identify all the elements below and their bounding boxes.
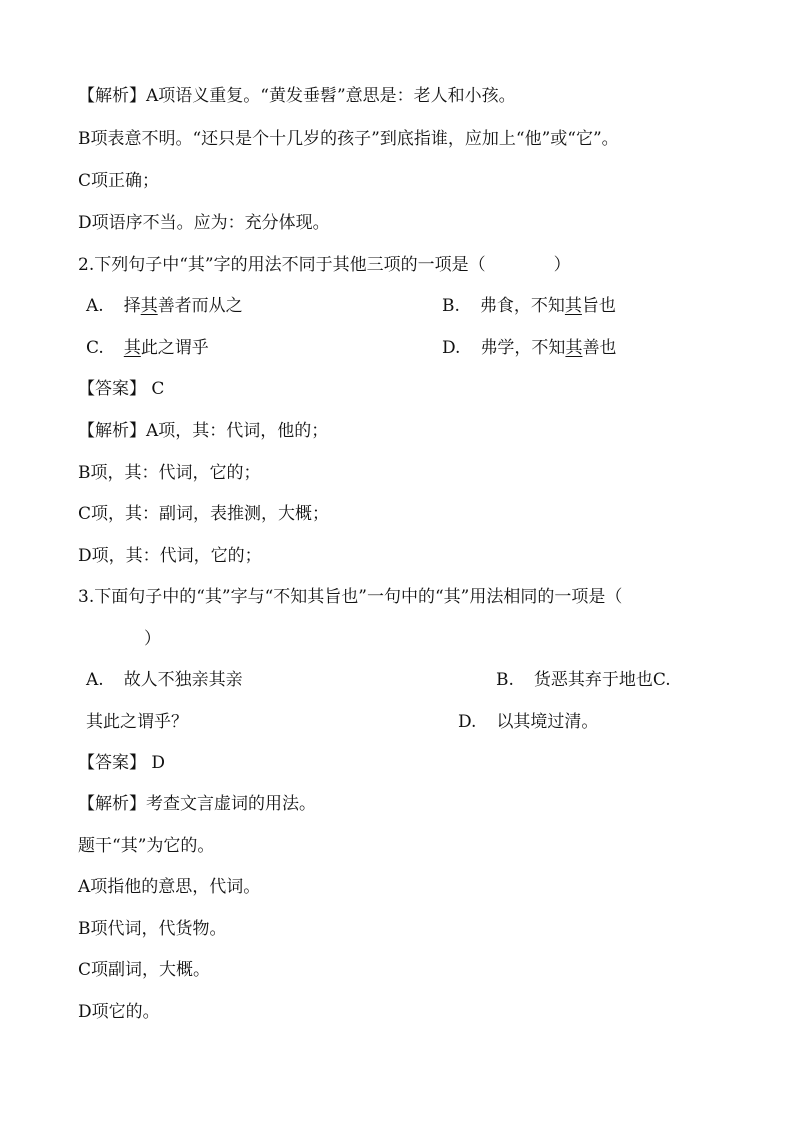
q3-option-b-text: 货恶其弃于地也C. [533, 670, 671, 690]
q3-option-a-letter: A. [86, 670, 104, 690]
q1-analysis-line-1: 【解析】A项语义重复。“黄发垂髫”意思是：老人和小孩。 [78, 86, 516, 106]
q2-option-b-post: 旨也 [581, 296, 616, 316]
q2-option-d [442, 336, 616, 360]
q2-option-a-letter: A. [86, 296, 104, 316]
q3-option-c-text: 其此之谓乎？ [86, 712, 188, 732]
q1-analysis-line-4: D项语序不当。应为：充分体现。 [78, 213, 330, 233]
q2-option-c-underlined: 其 [123, 338, 141, 358]
q3-analysis-line-6: D项它的。 [78, 1002, 160, 1022]
q2-option-d-post: 善也 [582, 338, 617, 358]
q3-answer: 【答案】 D [78, 753, 166, 773]
q2-analysis-line-2: B项，其：代词，它的； [78, 463, 261, 483]
q3-analysis-line-1: 【解析】考查文言虚词的用法。 [78, 794, 316, 814]
q2-option-a-underlined: 其 [140, 296, 158, 316]
q2-analysis-line-3: C项，其：副词，表推测，大概； [78, 504, 330, 524]
q2-option-b-underlined: 其 [564, 296, 582, 316]
q2-option-a [86, 294, 243, 318]
q2-option-b-letter: B. [442, 296, 460, 316]
q2-analysis-line-1: 【解析】A项，其：代词，他的； [78, 421, 329, 441]
q2-option-d-underlined: 其 [565, 338, 583, 358]
q2-stem: 2.下列句子中“其”字的用法不同于其他三项的一项是（ ） [78, 255, 571, 275]
q2-option-b [442, 294, 616, 318]
q3-option-b [496, 668, 671, 692]
q2-analysis-line-4: D项，其：代词，它的； [78, 546, 262, 566]
q3-option-d [458, 710, 598, 734]
q3-option-a [86, 668, 243, 692]
q2-option-b-pre: 弗食，不知 [479, 296, 565, 316]
q3-option-d-text: 以其境过清。 [496, 712, 599, 732]
q2-option-c-post: 此之谓乎 [140, 338, 209, 358]
q3-analysis-line-2: 题干“其”为它的。 [78, 836, 215, 856]
q2-option-d-letter: D. [442, 338, 461, 358]
q3-option-a-text: 故人不独亲其亲 [123, 670, 243, 690]
q2-answer: 【答案】 C [78, 379, 165, 399]
q3-option-d-letter: D. [458, 712, 477, 732]
q3-option-b-letter: B. [496, 670, 514, 690]
q3-stem-line-1: 3.下面句子中的“其”字与“不知其旨也”一句中的“其”用法相同的一项是（ [78, 587, 623, 607]
q1-analysis-line-3: C项正确； [78, 171, 160, 191]
q2-option-c [86, 336, 209, 360]
q3-analysis-line-5: C项副词，大概。 [78, 960, 211, 980]
q2-option-d-pre: 弗学，不知 [480, 338, 566, 358]
q3-analysis-line-4: B项代词，代货物。 [78, 919, 227, 939]
q2-option-a-pre: 择 [123, 296, 141, 316]
q2-option-c-letter: C. [86, 338, 104, 358]
q1-analysis-line-2: B项表意不明。“还只是个十几岁的孩子”到底指谁，应加上“他”或“它”。 [78, 129, 619, 149]
q3-analysis-line-3: A项指他的意思，代词。 [78, 877, 261, 897]
q2-option-a-post: 善者而从之 [157, 296, 243, 316]
q3-stem-line-2: ） [144, 629, 161, 649]
